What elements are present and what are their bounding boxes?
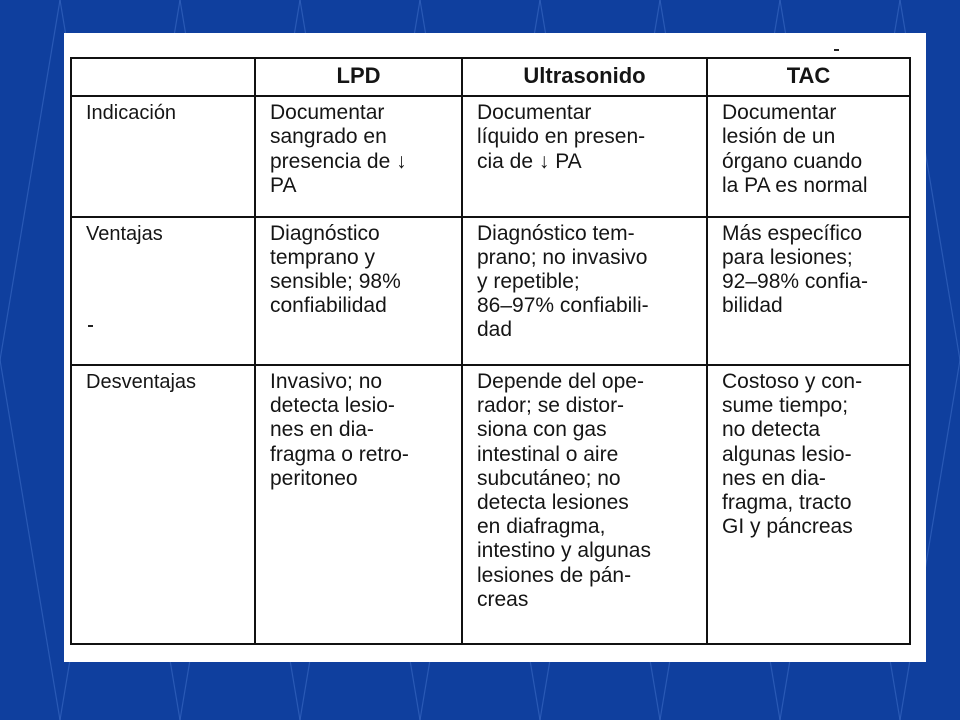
table-cell: Depende del ope- rador; se distor- siona con gas intestinal o aire subcutáneo; no detecta lesiones en diafragma, intestino y algunas lesiones de pán- creas — [462, 365, 707, 644]
comparison-table — [70, 57, 911, 645]
table-cell: Documentar sangrado en presencia de ↓ PA — [255, 96, 462, 216]
header-cell-corner — [71, 58, 255, 96]
table-cell: Documentar lesión de un órgano cuando la PA es normal — [707, 96, 910, 216]
header-cell-lpd: LPD — [255, 58, 462, 96]
table-row-indicacion — [71, 96, 910, 216]
table-row-desventajas — [71, 365, 910, 644]
table-cell: Costoso y con- sume tiempo; no detecta algunas lesio- nes en dia- fragma, tracto GI y páncreas — [707, 365, 910, 644]
table-cell: Documentar líquido en presen- cia de ↓ PA — [462, 96, 707, 216]
row-label: Desventajas — [71, 365, 255, 644]
header-cell-ultrasonido: Ultrasonido — [462, 58, 707, 96]
table-cell: Diagnóstico tem- prano; no invasivo y repetible; 86–97% confiabili- dad — [462, 217, 707, 366]
table-header-row — [71, 58, 910, 96]
table-cell: Más específico para lesiones; 92–98% confia- bilidad — [707, 217, 910, 366]
scan-speck — [834, 49, 839, 51]
row-label: Indicación — [71, 96, 255, 216]
header-cell-tac: TAC — [707, 58, 910, 96]
table-cell: Invasivo; no detecta lesio- nes en dia- fragma o retro- peritoneo — [255, 365, 462, 644]
scanned-table-page — [64, 33, 926, 662]
table-cell: Diagnóstico temprano y sensible; 98% confiabilidad — [255, 217, 462, 366]
table-row-ventajas — [71, 217, 910, 366]
row-label: Ventajas — [71, 217, 255, 366]
